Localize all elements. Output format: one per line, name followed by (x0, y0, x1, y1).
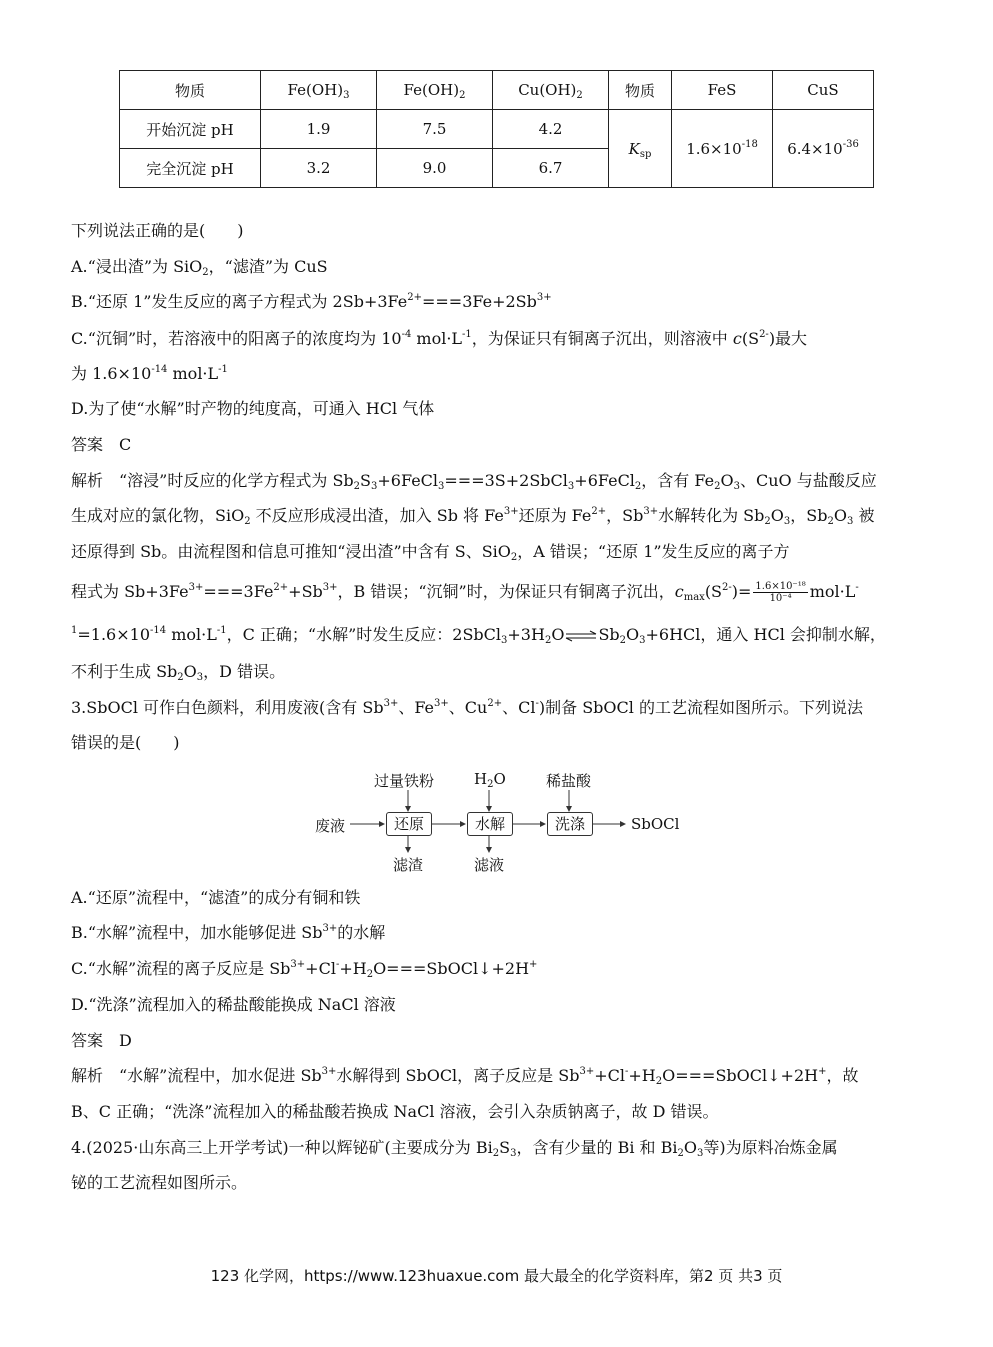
equilibrium-arrow-icon (564, 630, 598, 642)
cell-value: 3.2 (306, 159, 331, 177)
text: mol·L (166, 625, 217, 644)
header-feoh3: Fe(OH) (287, 81, 344, 99)
explanation-line: $^1=1.6\times 10^{-14}$ $mol\cdot L^{-1}$，C 正确；“水解”时发生反应：$2SbCl_3+3H_2O$ $Sb_2O_3+6HCl$，通入 HCl 会抑制水解， (71, 625, 886, 646)
text: )制备 SbOCl 的工艺流程如图所示。下列说法 (538, 698, 863, 717)
table-cell (773, 71, 874, 110)
explanation-line: 生成对应的氯化物，SiO$_2$ 不反应形成浸出渣，加入 Sb 将 $Fe^{3+}$还原为 $Fe^{2+}$，$Sb^{3+}$水解转化为 $Sb_2O_3$，$Sb_2O_3$ 被 (71, 506, 875, 527)
text: 下列说法正确的是( ) (71, 221, 244, 240)
superscript: -36 (842, 138, 859, 150)
text: +3H (507, 625, 545, 644)
header-substance: 物质 (174, 81, 205, 100)
option-d (71, 993, 396, 1017)
superscript: 2+ (407, 292, 422, 303)
text: S (499, 1138, 511, 1157)
text: ，“滤渣”为 CuS (208, 257, 328, 276)
option-a (71, 255, 328, 279)
question-3-stem-cont (71, 731, 180, 755)
table-cell (377, 71, 493, 110)
text: 被 (853, 506, 875, 525)
header-cuoh2: Cu(OH) (518, 81, 577, 99)
footer-text: 123 化学网，https://www.123huaxue.com 最大最全的化学资料库，第2 页 共3 页 (210, 1267, 783, 1285)
page-footer (0, 1265, 993, 1286)
superscript: -4 (401, 329, 412, 340)
text: 还原 (393, 815, 424, 833)
text: H (474, 770, 488, 788)
table-row (120, 110, 874, 149)
table-cell (672, 71, 773, 110)
text: +Cl (305, 959, 336, 978)
text: 为 1.6×10 (71, 364, 152, 383)
text: B.“还原 1”发生反应的离子方程式为 2Sb+3Fe (71, 292, 408, 311)
text: =1.6×10 (77, 625, 150, 644)
text: 水解得到 SbOCl，离子反应是 Sb (336, 1066, 580, 1085)
text: +6HCl，通入 HCl 会抑制水解， (645, 625, 886, 644)
subscript: sp (639, 148, 652, 160)
text: ，Sb (606, 506, 644, 525)
superscript: -18 (741, 138, 758, 150)
text: 、Cl (502, 698, 536, 717)
text: O===SbOCl↓+2H (373, 959, 530, 978)
superscript: 2- (759, 329, 769, 340)
text: 错误的是( ) (71, 733, 180, 752)
text: D.“洗涤”流程加入的稀盐酸能换成 NaCl 溶液 (71, 995, 396, 1014)
table-cell (609, 110, 672, 188)
text: 解析 “溶浸”时反应的化学方程式为 Sb (71, 471, 354, 490)
text: 答案 D (71, 1031, 132, 1050)
explanation-line: 不利于生成 $Sb_2O_3$，D 错误。 (71, 662, 286, 683)
flow-waste-filtrate: 滤液 (474, 856, 505, 874)
subscript: 2 (576, 90, 583, 101)
flow-reagent-iron: 过量铁粉 (374, 772, 435, 790)
text: 答案 C (71, 435, 132, 454)
option-d (71, 397, 434, 421)
text: Sb (598, 625, 620, 644)
flow-reagent-hcl: 稀盐酸 (546, 772, 592, 790)
text: C.“水解”流程的离子反应是 Sb (71, 959, 291, 978)
ksp-cus-value: 6.4×10 (787, 139, 843, 158)
text: (S (741, 329, 760, 348)
text: S (360, 471, 371, 490)
text: A.“还原”流程中，“滤渣”的成分有铜和铁 (71, 888, 361, 907)
text: mol·L (411, 329, 463, 348)
text: 水解 (474, 815, 505, 833)
text: 不利于生成 Sb (71, 662, 178, 681)
question-3-stem: 3.SbOCl 可作白色颜料，利用废液(含有 $Sb^{3+}$、$Fe^{3+}$、$Cu^{2+}$、Cl-)制备 SbOCl 的工艺流程如图所示。下列说法 (71, 698, 863, 717)
row-label-start-ph: 开始沉淀 pH (146, 120, 234, 139)
text: 4.(2025·山东高三上开学考试)一种以辉铋矿(主要成分为 Bi (71, 1138, 493, 1157)
text: ===3Fe+2Sb (421, 292, 537, 311)
text: 还原得到 Sb。由流程图和信息可推知“浸出渣”中含有 S、SiO (71, 542, 511, 561)
question-4-stem: 4.(2025·山东高三上开学考试)一种以辉铋矿(主要成分为 $Bi_2S_3$，含有少量的 Bi 和 $Bi_2O_3$等)为原料冶炼金属 (71, 1138, 838, 1159)
option-c (71, 327, 807, 351)
text: 3.SbOCl 可作白色颜料，利用废液(含有 Sb (71, 698, 384, 717)
fraction-numerator: 1.6×10⁻¹⁸ (755, 581, 806, 592)
explanation-line: 还原得到 Sb。由流程图和信息可推知“浸出渣”中含有 S、SiO$_2$，A 错误；“还原 1”发生反应的离子方 (71, 542, 790, 563)
text: 、Fe (398, 698, 435, 717)
text: ===3S+2SbCl (444, 471, 568, 490)
text: O (683, 1138, 697, 1157)
option-b: B.“水解”流程中，加水能够促进 $Sb^{3+}$的水解 (71, 923, 386, 942)
flow-step-washing (547, 812, 593, 836)
text: 程式为 Sb+3Fe (71, 582, 189, 601)
header-cus: CuS (807, 81, 839, 99)
text: 水解转化为 Sb (658, 506, 765, 525)
flow-output-label: SbOCl (631, 815, 680, 833)
option-c-cont (71, 362, 228, 386)
subscript: 2 (202, 267, 209, 278)
option-b (71, 290, 552, 314)
fraction-denominator: 10⁻⁴ (769, 593, 792, 604)
flow-waste-residue: 滤渣 (393, 856, 424, 874)
text: O (493, 770, 506, 788)
text: ，B 错误；“沉铜”时，为保证只有铜离子沉出， (337, 582, 675, 601)
text: ，为保证只有铜离子沉出，则溶液中 (471, 329, 733, 348)
text: +Cl (594, 1066, 625, 1085)
superscript: -14 (151, 364, 168, 375)
text: O===SbOCl↓+2H (662, 1066, 819, 1085)
table-cell (377, 110, 493, 149)
text: O (720, 471, 734, 490)
text: O (833, 506, 847, 525)
flow-step-hydrolysis (467, 812, 513, 836)
subscript: 2 (459, 90, 466, 101)
table-cell (120, 149, 261, 188)
text: O (183, 662, 197, 681)
text: A.“浸出渣”为 SiO (71, 257, 203, 276)
row-label-complete-ph: 完全沉淀 pH (146, 159, 234, 178)
text: 生成对应的氯化物，SiO (71, 506, 245, 525)
cell-value: 7.5 (422, 120, 447, 138)
text: ，含有 Fe (641, 471, 715, 490)
explanation-line: 程式为 $Sb+3Fe^{3+}===3Fe^{2+}+Sb^{3+}$，B 错误；“沉铜”时，为保证只有铜离子沉出，$c_{max}(S^{2-})=$ $\frac{\text{1.6×10⁻¹⁸}}{\text{10⁻⁴}}$ mol·L- (71, 581, 859, 604)
explanation-line: 解析 “水解”流程中，加水促进 $Sb^{3+}$水解得到 SbOCl，离子反应是 $Sb^{3+}+Cl^-+H_2O===SbOCl↓+2H^+$，故 (71, 1066, 859, 1087)
table-cell (261, 110, 377, 149)
question-4-stem-cont (71, 1171, 247, 1195)
flow-input-label: 废液 (315, 817, 346, 835)
text: 洗涤 (554, 815, 585, 833)
superscript: -1 (462, 329, 472, 340)
text: +H (628, 1066, 656, 1085)
text: c (674, 582, 684, 601)
text: )最大 (768, 329, 808, 348)
text: B、C 正确；“洗涤”流程加入的稀盐酸若换成 NaCl 溶液，会引入杂质钠离子，故 D 错误。 (71, 1102, 719, 1121)
fraction (753, 581, 807, 604)
text: ，A 错误；“还原 1”发生反应的离子方 (517, 542, 790, 561)
text: ，Sb (790, 506, 828, 525)
precipitation-table (119, 70, 874, 188)
table-cell (773, 110, 874, 188)
text: )= (731, 582, 752, 601)
text: +H (339, 959, 367, 978)
explanation-line (71, 1100, 719, 1124)
option-a (71, 886, 360, 910)
text: ===3Fe (203, 582, 274, 601)
text: c (732, 329, 742, 348)
superscript: -1 (218, 364, 228, 375)
text: 铋的工艺流程如图所示。 (71, 1173, 248, 1192)
text: O (551, 625, 565, 644)
table-cell (261, 149, 377, 188)
text: +Sb (288, 582, 323, 601)
table-cell (493, 149, 609, 188)
text: 不反应形成浸出渣，加入 Sb 将 Fe (250, 506, 504, 525)
ksp-fes-value: 1.6×10 (686, 139, 742, 158)
table-header-row (120, 71, 874, 110)
table-cell (493, 71, 609, 110)
table-cell (377, 149, 493, 188)
question-stem (71, 219, 244, 243)
superscript: 3+ (536, 292, 552, 303)
text: 解析 “水解”流程中，加水促进 Sb (71, 1066, 322, 1085)
text: D.为了使“水解”时产物的纯度高，可通入 HCl 气体 (71, 399, 435, 418)
answer (71, 433, 131, 457)
text: O (770, 506, 784, 525)
text: ，D 错误。 (203, 662, 286, 681)
subscript: 3 (343, 90, 350, 101)
text: O (626, 625, 640, 644)
text: C.“沉铜”时，若溶液中的阳离子的浓度均为 10 (71, 329, 402, 348)
ksp-label: K (628, 139, 640, 158)
table-cell (493, 110, 609, 149)
text: 还原为 Fe (518, 506, 592, 525)
text: ，含有少量的 Bi 和 Bi (516, 1138, 678, 1157)
header-substance-2: 物质 (624, 81, 655, 100)
text: (S (704, 582, 723, 601)
text: +6FeCl (377, 471, 439, 490)
cell-value: 6.7 (538, 159, 563, 177)
text: B.“水解”流程中，加水能够促进 Sb (71, 923, 323, 942)
cell-value: 1.9 (306, 120, 331, 138)
text: 、Cu (448, 698, 488, 717)
process-flow-diagram (300, 768, 700, 878)
header-fes: FeS (707, 81, 737, 99)
flow-step-reduction (386, 812, 432, 836)
text: 、CuO 与盐酸反应 (739, 471, 877, 490)
text: 的水解 (337, 923, 386, 942)
cell-value: 4.2 (538, 120, 563, 138)
text: mol·L (809, 582, 856, 601)
text: 等)为原料冶炼金属 (703, 1138, 838, 1157)
table-cell (120, 110, 261, 149)
text: +6FeCl (574, 471, 635, 490)
answer (71, 1029, 132, 1053)
header-feoh2: Fe(OH) (403, 81, 460, 99)
text: ，C 正确；“水解”时发生反应：2SbCl (226, 625, 502, 644)
explanation-line: 解析 “溶浸”时反应的化学方程式为 $Sb_2S_3+6FeCl_3===3S+2SbCl_3+6FeCl_2$，含有 $Fe_2O_3$、CuO 与盐酸反应 (71, 471, 877, 492)
table-cell (120, 71, 261, 110)
flow-reagent-water: $H_2O$ (474, 770, 506, 790)
table-cell (672, 110, 773, 188)
option-c: C.“水解”流程的离子反应是 $Sb^{3+}+Cl^-+H_2O===SbOCl↓+2H^+$ (71, 959, 538, 980)
table-cell (261, 71, 377, 110)
subscript: max (683, 592, 705, 603)
table-cell (609, 71, 672, 110)
text: ，故 (826, 1066, 859, 1085)
cell-value: 9.0 (422, 159, 447, 177)
text: mol·L (167, 364, 219, 383)
